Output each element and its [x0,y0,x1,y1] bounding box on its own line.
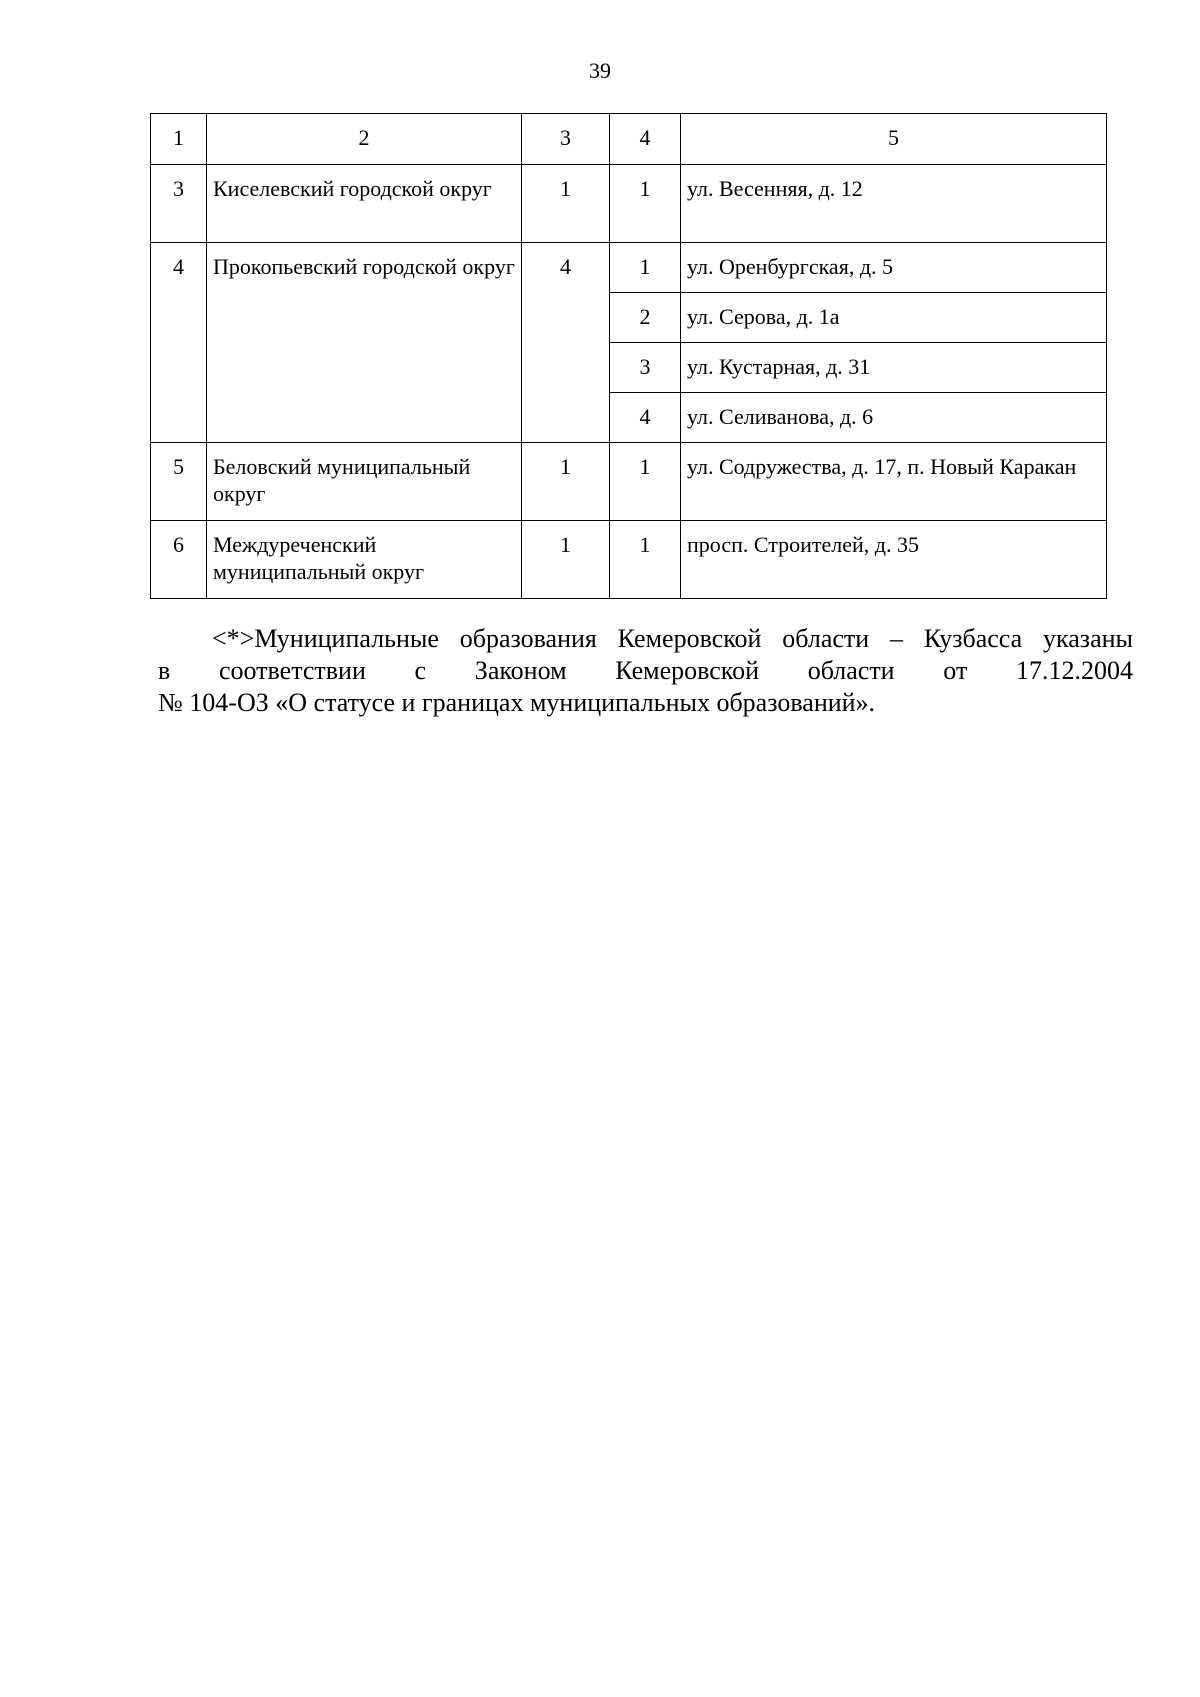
item-number: 2 [610,293,681,343]
municipality-name: Междуреченский муниципальный округ [207,521,522,599]
address: ул. Кустарная, д. 31 [681,343,1107,393]
row-number: 3 [151,165,207,243]
row-number: 4 [151,243,207,443]
page-number: 39 [589,58,611,83]
table-row [151,443,1107,521]
item-number: 4 [610,393,681,443]
row-number: 6 [151,521,207,599]
object-count: 1 [522,443,610,521]
item-number: 3 [610,343,681,393]
address: ул. Селиванова, д. 6 [681,393,1107,443]
footnote [158,623,1133,719]
address: ул. Содружества, д. 17, п. Новый Каракан [681,443,1107,521]
address: просп. Строителей, д. 35 [681,521,1107,599]
table-row [151,243,1107,293]
footnote-line: в соответствии с Законом Кемеровской области от 17.12.2004 [158,656,1133,685]
municipality-name: Прокопьевский городской округ [207,243,522,443]
address: ул. Серова, д. 1а [681,293,1107,343]
row-number: 5 [151,443,207,521]
table-header-row [151,114,1107,165]
municipality-name: Киселевский городской округ [207,165,522,243]
address: ул. Весенняя, д. 12 [681,165,1107,243]
header-cell: 5 [681,114,1107,165]
table-row [151,165,1107,243]
item-number: 1 [610,443,681,521]
object-count: 4 [522,243,610,443]
municipality-name: Беловский муниципальный округ [207,443,522,521]
footnote-line: № 104-ОЗ «О статусе и границах муниципальных образований». [158,688,876,717]
object-count: 1 [522,521,610,599]
footnote-line: <*>Муниципальные образования Кемеровской области – Кузбасса указаны [212,624,1133,653]
object-count: 1 [522,165,610,243]
item-number: 1 [610,165,681,243]
header-cell: 4 [610,114,681,165]
header-cell: 3 [522,114,610,165]
item-number: 1 [610,521,681,599]
address: ул. Оренбургская, д. 5 [681,243,1107,293]
item-number: 1 [610,243,681,293]
table-row [151,521,1107,599]
header-cell: 2 [207,114,522,165]
header-cell: 1 [151,114,207,165]
districts-table [150,113,1107,599]
